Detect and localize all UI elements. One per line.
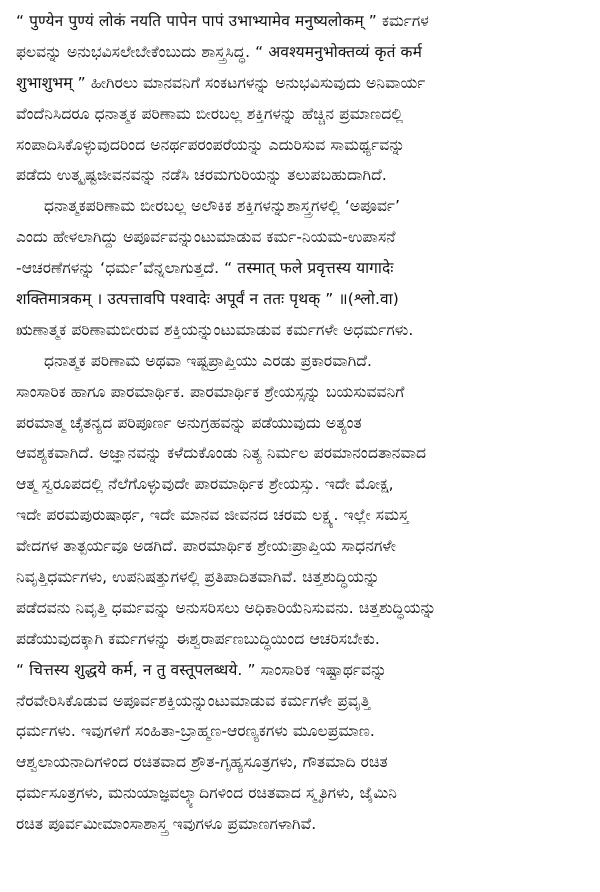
text-line: ಪಡೆದವನು ನಿವೃತ್ತಿ ಧರ್ಮವನ್ನು ಅನುಸರಿಸಲು ಅಧಿಕಾರಿಯೆನಿಸುವನು. ಚಿತ್ತಶುದ್ಧಿಯನ್ನು	[16, 598, 437, 617]
text-line: ವೇದಗಳ ತಾತ್ಪರ್ಯವೂ ಅಡಗಿದೆ. ಪಾರಮಾರ್ಥಿಕ ಶ್ರೇಯಃಪ್ರಾಪ್ತಿಯ ಸಾಧನಗಳೇ	[16, 537, 397, 556]
text-line: ಧರ್ಮಗಳು. ಇವುಗಳಿಗೆ ಸಂಹಿತಾ-ಬ್ರಾಹ್ಮಣ-ಆರಣ್ಯಕಗಳು ಮೂಲಪ್ರಮಾಣ.	[16, 722, 375, 741]
text-line: ಆಶ್ವಲಾಯನಾದಿಗಳಿಂದ ರಚಿತವಾದ ಶ್ರೌತ-ಗೃಹ್ಯಸೂತ್ರಗಳು, ಗೌತಮಾದಿ ರಚಿತ	[16, 753, 388, 772]
text-line: ರಚಿತ ಪೂರ್ವಮೀಮಾಂಸಾಶಾಸ್ತ್ರ ಇವುಗಳೂ ಪ್ರಮಾಣಗಳಾಗಿವೆ.	[16, 815, 317, 834]
text-line: शुभाशुभम् ” ಹೀಗಿರಲು ಮಾನವನಿಗೆ ಸಂಕಟಗಳನ್ನು ಅನುಭವಿಸುವುದು ಅನಿವಾರ್ಯ	[16, 73, 426, 92]
paragraph-karma-phala	[16, 6, 586, 191]
text-line: ಸಂಪಾದಿಸಿಕೊಳ್ಳುವುದರಿಂದ ಅನರ್ಥಪರಂಪರೆಯನ್ನು ಎದುರಿಸುವ ಸಾಮರ್ಥ್ಯವನ್ನು	[16, 135, 406, 154]
text-line: ಸಾಂಸಾರಿಕ ಹಾಗೂ ಪಾರಮಾರ್ಥಿಕ. ಪಾರಮಾರ್ಥಿಕ ಶ್ರೇಯಸ್ಸನ್ನು ಬಯಸುವವನಿಗೆ	[16, 382, 405, 401]
text-line: ಫಲವನ್ನು ಅನುಭವಿಸಲೇಬೇಕೆಂಬುದು ಶಾಸ್ತ್ರಸಿದ್ಧ. “ अवश्यमनुभोक्तव्यं कृतं कर्म	[16, 42, 422, 61]
paragraph-ishta-prapti	[16, 346, 586, 655]
text-line: ನಿವೃತ್ತಿಧರ್ಮಗಳು, ಉಪನಿಷತ್ತುಗಳಲ್ಲಿ ಪ್ರತಿಪಾದಿತವಾಗಿವೆ. ಚಿತ್ತಶುದ್ಧಿಯನ್ನು	[16, 568, 380, 587]
text-line: ಎಂದು ಹೇಳಲಾಗಿದ್ದು ಅಪೂರ್ವವನ್ನುಂಟುಮಾಡುವ ಕರ್ಮ-ನಿಯಮ-ಉಪಾಸನೆ	[16, 228, 396, 247]
paragraph-adharma	[16, 315, 586, 346]
text-line: ಆವಶ್ಯಕವಾಗಿದೆ. ಅಜ್ಞಾನವನ್ನು ಕಳೆದುಕೊಂಡು ನಿತ್ಯ ನಿರ್ಮಲ ಪರಮಾನಂದತಾನವಾದ	[16, 444, 427, 463]
text-line: “ पुण्येन पुण्यं लोकं नयति पापेन पापं उभाभ्यामेव मनुष्यलोकम् ” ಕರ್ಮಗಳ	[16, 12, 429, 30]
text-line: शक्तिमात्रकम् । उत्पत्तावपि पश्वादेः अपूर्वं न ततः पृथक् ” ॥(श्लो.वा)	[16, 290, 399, 309]
text-line: ನೆರವೇರಿಸಿಕೊಡುವ ಅಪೂರ್ವಶಕ್ತಿಯನ್ನುಂಟುಮಾಡುವ ಕರ್ಮಗಳೇ ಪ್ರವೃತ್ತಿ	[16, 691, 371, 710]
text-line: ಧನಾತ್ಮಕ ಪರಿಣಾಮ ಅಥವಾ ಇಷ್ಟಪ್ರಾಪ್ತಿಯು ಎರಡು ಪ್ರಕಾರವಾಗಿದೆ.	[44, 351, 373, 370]
text-line: ಆತ್ಮ ಸ್ವರೂಪದಲ್ಲಿ ನೆಲೆಗೊಳ್ಳುವುದೇ ಪಾರಮಾರ್ಥಿಕ ಶ್ರೇಯಸ್ಸು. ಇದೇ ಮೋಕ್ಷ,	[16, 475, 394, 494]
text-line: ಇದೇ ಪರಮಪುರುಷಾರ್ಥ, ಇದೇ ಮಾನವ ಜೀವನದ ಚರಮ ಲಕ್ಷ್ಯ. ಇಲ್ಲೇ ಸಮಸ್ತ	[16, 506, 409, 525]
text-line: ಧನಾತ್ಮಕಪರಿಣಾಮ ಬೀರಬಲ್ಲ ಅಲೌಕಿಕ ಶಕ್ತಿಗಳನ್ನುಶಾಸ್ತ್ರಗಳಲ್ಲಿ ‘ಅಪೂರ್ವ’	[44, 197, 401, 216]
text-line: “ चित्तस्य शुद्धये कर्म, न तु वस्तूपलब्धये. ” ಸಾಂಸಾರಿಕ ಇಷ್ಟಾರ್ಥವನ್ನು	[16, 660, 387, 679]
text-line: ವೆಂದೆನಿಸಿದರೂ ಧನಾತ್ಮಕ ಪರಿಣಾಮ ಬೀರಬಲ್ಲ ಶಕ್ತಿಗಳನ್ನು ಹೆಚ್ಚಿನ ಪ್ರಮಾಣದಲ್ಲಿ	[16, 104, 404, 123]
text-line: ಧರ್ಮಸೂತ್ರಗಳು, ಮನುಯಾಜ್ಞವಲ್ಕ್ಯಾದಿಗಳಿಂದ ರಚಿತವಾದ ಸ್ಮೃತಿಗಳು, ಜೈಮಿನಿ	[16, 784, 397, 803]
paragraph-apurva-dharma	[16, 191, 586, 315]
text-line: ಪಡೆದು ಉತ್ಕೃಷ್ಟಜೀವನವನ್ನು ನಡೆಸಿ ಚರಮಗುರಿಯನ್ನು ತಲುಪಬಹುದಾಗಿದೆ.	[16, 166, 387, 185]
text-line: ಪಡೆಯುವುದಕ್ಕಾಗಿ ಕರ್ಮಗಳನ್ನು ಈಶ್ವರಾರ್ಪಣಬುದ್ಧಿಯಿಂದ ಆಚರಿಸಬೇಕು.	[16, 629, 380, 648]
text-line: ಪರಮಾತ್ಮ ಚೈತನ್ಯದ ಪರಿಪೂರ್ಣ ಅನುಗ್ರಹವನ್ನು ಪಡೆಯುವುದು ಅತ್ಯಂತ	[16, 413, 362, 432]
text-line: ಋಣಾತ್ಮಕ ಪರಿಣಾಮಬೀರುವ ಶಕ್ತಿಯನ್ನುಂಟುಮಾಡುವ ಕರ್ಮಗಳೇ ಅಧರ್ಮಗಳು.	[16, 320, 414, 339]
text-line: -ಆಚರಣೆಗಳನ್ನು ‘ಧರ್ಮ’ವೆನ್ನಲಾಗುತ್ತದೆ. “ तस्मात् फले प्रवृत्तस्य यागादेः	[16, 259, 394, 278]
paragraph-chitta-shuddhi	[16, 655, 586, 840]
